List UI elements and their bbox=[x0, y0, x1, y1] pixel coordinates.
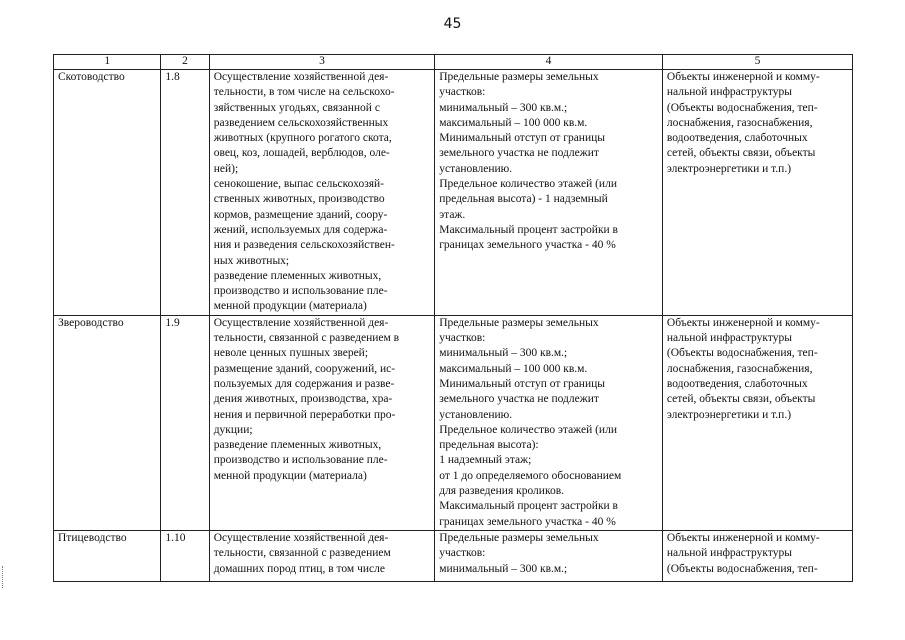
use-name-cell: Птицеводство bbox=[54, 530, 161, 581]
use-parameters-cell: Предельные размеры земельных участков: минимальный – 300 кв.м.; максимальный – 100 000 кв.м. Минимальный отступ от границы земельного участка не подлежит установлению. Предельное количество этажей (или предельная высота): 1 надземный этаж; от 1 до определяемого обоснованием для разведения кроликов. Максимальный процент застройки в границах земельного участка - 40 % bbox=[435, 315, 663, 530]
table-header-row bbox=[54, 55, 853, 70]
use-code-cell: 1.8 bbox=[161, 70, 209, 316]
table-row bbox=[54, 530, 853, 581]
column-header: 1 bbox=[54, 55, 161, 70]
table-row bbox=[54, 315, 853, 530]
use-objects-cell: Объекты инженерной и комму- нальной инфраструктуры (Объекты водоснабжения, теп- bbox=[662, 530, 852, 581]
use-parameters-cell: Предельные размеры земельных участков: минимальный – 300 кв.м.; bbox=[435, 530, 663, 581]
column-header: 3 bbox=[209, 55, 435, 70]
use-description-cell: Осуществление хозяйственной дея- тельности, в том числе на сельскохо- зяйственных угодьях, связанной с разведением сельскохозяйственных животных (крупного рогатого скота, овец, коз, лошадей, верблюдов, оле- ней); сенокошение, выпас сельскохозяй- ственных животных, производство кормов, размещение зданий, соору- жений, используемых для содержа- ния и разведения сельскохозяйствен- ных животных; разведение племенных животных, производство и использование пле- менной продукции (материала) bbox=[209, 70, 435, 316]
use-name-cell: Звероводство bbox=[54, 315, 161, 530]
column-header: 5 bbox=[662, 55, 852, 70]
use-description-cell: Осуществление хозяйственной дея- тельности, связанной с разведением домашних пород птиц, в том числе bbox=[209, 530, 435, 581]
use-objects-cell: Объекты инженерной и комму- нальной инфраструктуры (Объекты водоснабжения, теп- лоснабжения, газоснабжения, водоотведения, слаботочных сетей, объекты связи, объекты электроэнергетики и т.п.) bbox=[662, 315, 852, 530]
use-code-cell: 1.10 bbox=[161, 530, 209, 581]
use-code-cell: 1.9 bbox=[161, 315, 209, 530]
scan-edge-mark bbox=[2, 566, 7, 588]
use-description-cell: Осуществление хозяйственной дея- тельности, связанной с разведением в неволе ценных пушных зверей; размещение зданий, сооружений, ис- пользуемых для содержания и разве- дения животных, производства, хра- нения и первичной переработки про- дукции; разведение племенных животных, производство и использование пле- менной продукции (материала) bbox=[209, 315, 435, 530]
use-parameters-cell: Предельные размеры земельных участков: минимальный – 300 кв.м.; максимальный – 100 000 кв.м. Минимальный отступ от границы земельного участка не подлежит установлению. Предельное количество этажей (или предельная высота) - 1 надземный этаж. Максимальный процент застройки в границах земельного участка - 40 % bbox=[435, 70, 663, 316]
column-header: 4 bbox=[435, 55, 663, 70]
column-header: 2 bbox=[161, 55, 209, 70]
land-use-table bbox=[53, 54, 853, 582]
table-row bbox=[54, 70, 853, 316]
use-objects-cell: Объекты инженерной и комму- нальной инфраструктуры (Объекты водоснабжения, теп- лоснабжения, газоснабжения, водоотведения, слаботочных сетей, объекты связи, объекты электроэнергетики и т.п.) bbox=[662, 70, 852, 316]
use-name-cell: Скотоводство bbox=[54, 70, 161, 316]
page-number: 45 bbox=[443, 16, 462, 32]
